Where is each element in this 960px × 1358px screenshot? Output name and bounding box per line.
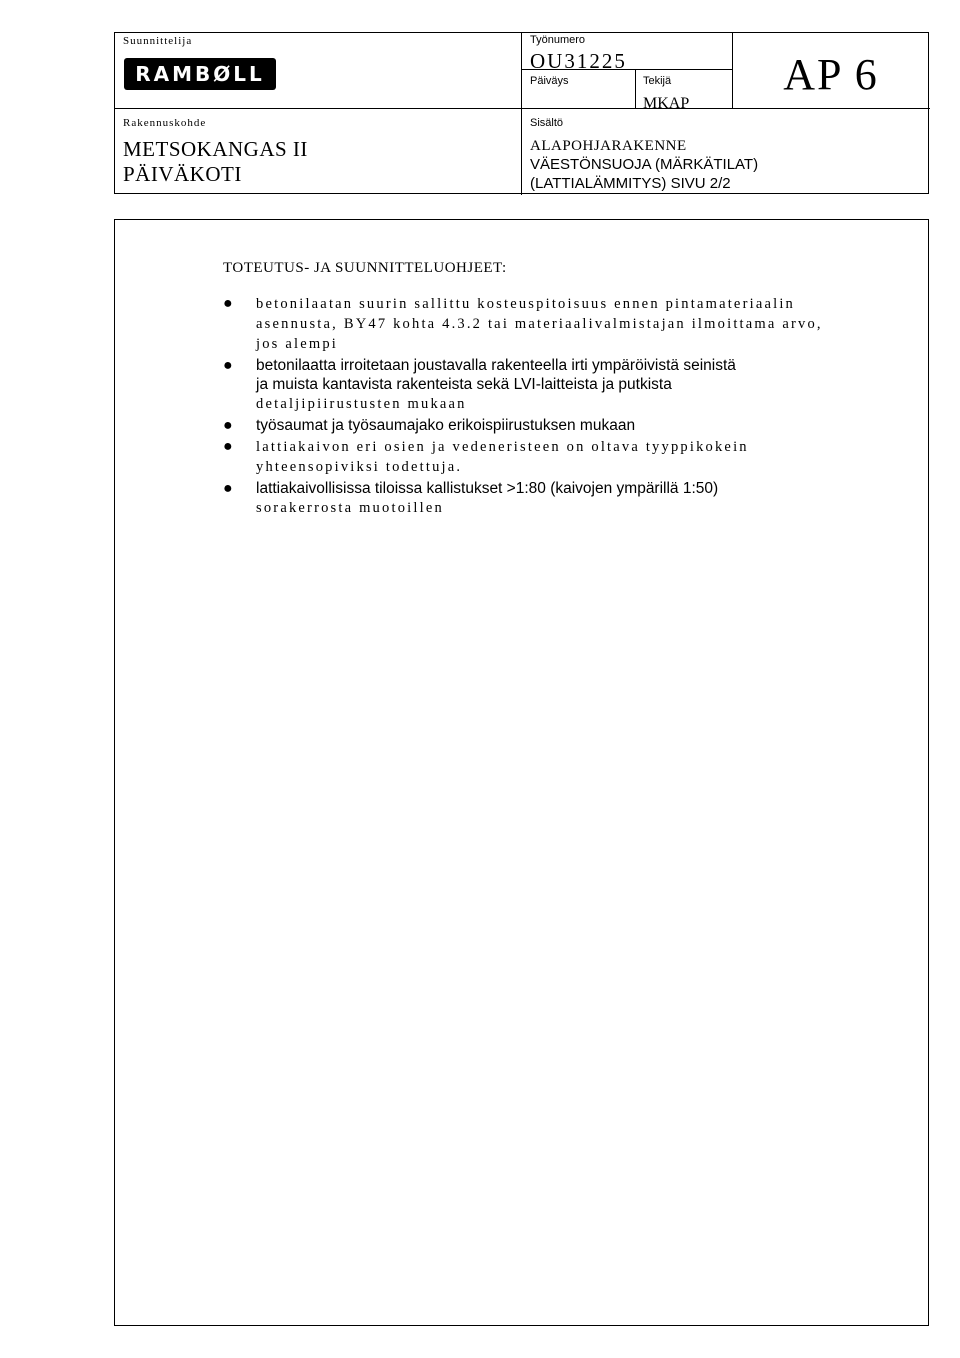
bullet-icon: ● — [223, 480, 233, 497]
item-text: betonilaatta irroitetaan joustavalla rakenteella irti ympäröivistä seinistä ja muista kantavista rakenteista sekä LVI-laitteista ja putkista — [256, 357, 736, 393]
divider — [521, 108, 930, 109]
bullet-icon: ● — [223, 357, 233, 374]
divider — [115, 108, 521, 109]
job-number: OU31225 — [530, 49, 627, 73]
sheet-code: AP 6 — [783, 50, 879, 99]
project-label: Rakennuskohde — [123, 117, 207, 129]
divider — [635, 69, 636, 108]
list-item — [223, 416, 923, 435]
content-area — [114, 219, 929, 1326]
list-item — [223, 294, 923, 354]
divider — [521, 33, 522, 195]
section-heading: TOTEUTUS- JA SUUNNITTELUOHJEET: — [223, 260, 507, 276]
bullet-icon: ● — [223, 438, 233, 455]
date-label: Päiväys — [530, 75, 569, 87]
bullet-icon: ● — [223, 295, 233, 312]
item-text: lattiakaivon eri osien ja vedeneristeen on oltava tyyppikokein yhteensopiviksi todettuja. — [256, 439, 749, 475]
job-number-label: Työnumero — [530, 34, 586, 46]
item-text: työsaumat ja työsaumajako erikoispiirustuksen mukaan — [256, 417, 636, 434]
item-text: betonilaatan suurin sallittu kosteuspitoisuus ennen pintamateriaalin asennusta, BY47 kohta 4.3.2 tai materiaalivalmistajan ilmoittama arvo, jos alempi — [256, 296, 823, 352]
list-item — [223, 479, 923, 518]
item-text-tail: detaljipiirustusten mukaan — [256, 396, 467, 412]
ramboll-logo: RAMBØLL — [124, 58, 276, 90]
designer-label: Suunnittelija — [123, 35, 193, 47]
content-line-1: ALAPOHJARAKENNE — [530, 138, 687, 154]
list-item — [223, 437, 923, 477]
author-value: MKAP — [643, 95, 690, 112]
project-name — [123, 137, 308, 187]
item-text: lattiakaivollisissa tiloissa kallistukset >1:80 (kaivojen ympärillä 1:50) — [256, 480, 719, 497]
title-block — [114, 32, 929, 194]
author-label: Tekijä — [643, 75, 672, 87]
bullet-icon: ● — [223, 417, 233, 434]
list-item — [223, 356, 923, 414]
project-line-1: METSOKANGAS II — [123, 137, 308, 161]
content-line-2: VÄESTÖNSUOJA (MÄRKÄTILAT) (LATTIALÄMMITYS) SIVU 2/2 — [530, 156, 759, 192]
item-text-tail: sorakerrosta muotoillen — [256, 500, 444, 516]
project-line-2: PÄIVÄKOTI — [123, 162, 242, 186]
instruction-list — [223, 294, 923, 520]
content-label: Sisältö — [530, 117, 564, 129]
